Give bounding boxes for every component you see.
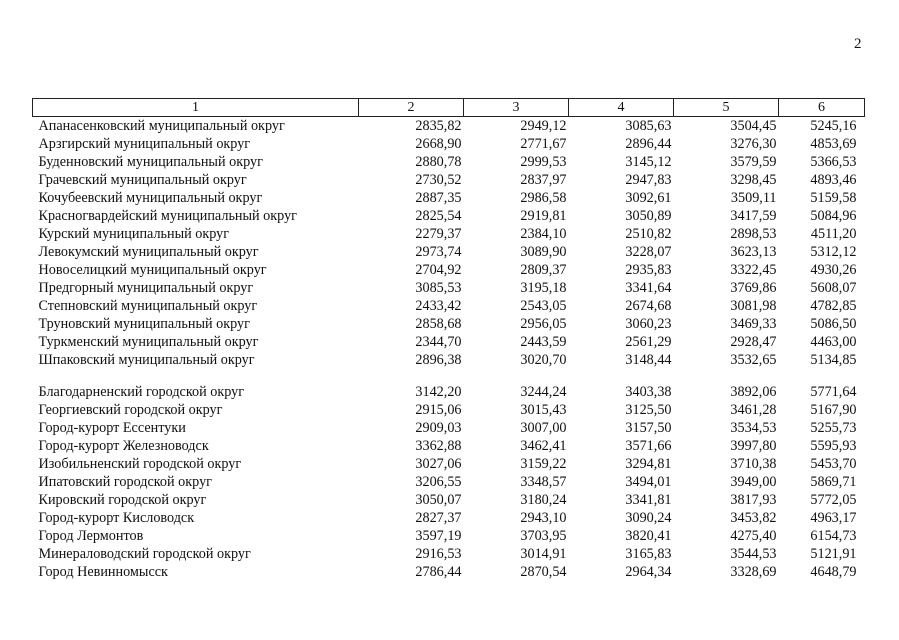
value-cell-col-4: 3148,44 <box>625 352 672 368</box>
value-cell-col-6: 5167,90 <box>810 402 857 418</box>
value-cell-col-6: 5608,07 <box>810 280 857 296</box>
value-cell-col-6: 5771,64 <box>810 384 857 400</box>
value-cell-col-3: 3020,70 <box>520 352 567 368</box>
value-cell-col-6: 5086,50 <box>810 316 857 332</box>
value-cell-col-3: 2949,12 <box>520 118 567 134</box>
value-cell-col-5: 3817,93 <box>730 492 777 508</box>
value-cell-col-3: 3244,24 <box>520 384 567 400</box>
row-label: Кочубеевский муниципальный округ <box>38 190 263 206</box>
value-cell-col-3: 3462,41 <box>520 438 567 454</box>
city-row <box>33 509 865 527</box>
value-cell-col-4: 3294,81 <box>625 456 672 472</box>
row-label: Предгорный муниципальный округ <box>38 280 254 296</box>
value-cell-col-4: 2561,29 <box>625 334 672 350</box>
column-header-2: 2 <box>359 99 464 117</box>
value-cell-col-6: 5869,71 <box>810 474 857 490</box>
city-row <box>33 563 865 581</box>
value-cell-col-6: 5121,91 <box>810 546 857 562</box>
value-cell-col-2: 2344,70 <box>415 334 462 350</box>
row-label: Грачевский муниципальный округ <box>38 172 247 188</box>
row-label: Город Лермонтов <box>38 528 144 544</box>
value-cell-col-5: 3417,59 <box>730 208 777 224</box>
value-cell-col-2: 2786,44 <box>415 564 462 580</box>
value-cell-col-5: 4275,40 <box>730 528 777 544</box>
value-cell-col-4: 3403,38 <box>625 384 672 400</box>
value-cell-col-2: 2887,35 <box>415 190 462 206</box>
value-cell-col-5: 3298,45 <box>730 172 777 188</box>
value-cell-col-4: 3571,66 <box>625 438 672 454</box>
city-row <box>33 491 865 509</box>
value-cell-col-3: 3014,91 <box>520 546 567 562</box>
value-cell-col-6: 5453,70 <box>810 456 857 472</box>
data-table <box>32 98 865 581</box>
value-cell-col-5: 3276,30 <box>730 136 777 152</box>
row-label: Изобильненский городской округ <box>38 456 242 472</box>
municipal-row <box>33 315 865 333</box>
value-cell-col-4: 3090,24 <box>625 510 672 526</box>
column-header-4: 4 <box>569 99 674 117</box>
separator-cell <box>33 369 865 383</box>
value-cell-col-6: 5772,05 <box>810 492 857 508</box>
municipal-row <box>33 171 865 189</box>
value-cell-col-2: 2730,52 <box>415 172 462 188</box>
value-cell-col-4: 3820,41 <box>625 528 672 544</box>
value-cell-col-3: 2986,58 <box>520 190 567 206</box>
value-cell-col-6: 4463,00 <box>810 334 857 350</box>
value-cell-col-5: 2928,47 <box>730 334 777 350</box>
value-cell-col-2: 2915,06 <box>415 402 462 418</box>
value-cell-col-5: 3892,06 <box>730 384 777 400</box>
municipal-row <box>33 207 865 225</box>
value-cell-col-3: 2443,59 <box>520 334 567 350</box>
row-label: Новоселицкий муниципальный округ <box>38 262 267 278</box>
row-label: Степновский муниципальный округ <box>38 298 258 314</box>
row-label: Город-курорт Ессентуки <box>38 420 186 436</box>
city-row <box>33 545 865 563</box>
value-cell-col-5: 3579,59 <box>730 154 777 170</box>
value-cell-col-3: 2837,97 <box>520 172 567 188</box>
value-cell-col-2: 2916,53 <box>415 546 462 562</box>
value-cell-col-4: 3145,12 <box>625 154 672 170</box>
value-cell-col-4: 3341,64 <box>625 280 672 296</box>
value-cell-col-5: 3469,33 <box>730 316 777 332</box>
city-row <box>33 401 865 419</box>
municipal-row <box>33 189 865 207</box>
header-row <box>33 99 865 117</box>
row-label: Курский муниципальный округ <box>38 226 230 242</box>
value-cell-col-5: 3949,00 <box>730 474 777 490</box>
value-cell-col-6: 4648,79 <box>810 564 857 580</box>
value-cell-col-2: 2279,37 <box>415 226 462 242</box>
row-label: Апанасенковский муниципальный округ <box>38 118 285 134</box>
municipal-row <box>33 351 865 369</box>
value-cell-col-5: 3544,53 <box>730 546 777 562</box>
value-cell-col-6: 5366,53 <box>810 154 857 170</box>
value-cell-col-3: 3180,24 <box>520 492 567 508</box>
value-cell-col-2: 3050,07 <box>415 492 462 508</box>
municipal-row <box>33 333 865 351</box>
city-row <box>33 383 865 401</box>
value-cell-col-6: 5595,93 <box>810 438 857 454</box>
value-cell-col-2: 2827,37 <box>415 510 462 526</box>
value-cell-col-6: 4893,46 <box>810 172 857 188</box>
value-cell-col-5: 2898,53 <box>730 226 777 242</box>
value-cell-col-6: 5159,58 <box>810 190 857 206</box>
value-cell-col-5: 3453,82 <box>730 510 777 526</box>
value-cell-col-4: 3092,61 <box>625 190 672 206</box>
value-cell-col-6: 5255,73 <box>810 420 857 436</box>
value-cell-col-3: 3348,57 <box>520 474 567 490</box>
value-cell-col-4: 2896,44 <box>625 136 672 152</box>
value-cell-col-4: 3125,50 <box>625 402 672 418</box>
municipal-row <box>33 279 865 297</box>
municipal-row <box>33 243 865 261</box>
value-cell-col-3: 3089,90 <box>520 244 567 260</box>
row-label: Город-курорт Кисловодск <box>38 510 195 526</box>
value-cell-col-2: 2880,78 <box>415 154 462 170</box>
row-label: Георгиевский городской округ <box>38 402 223 418</box>
municipal-row <box>33 261 865 279</box>
row-label: Благодарненский городской округ <box>38 384 245 400</box>
value-cell-col-5: 3623,13 <box>730 244 777 260</box>
value-cell-col-2: 2668,90 <box>415 136 462 152</box>
value-cell-col-4: 3165,83 <box>625 546 672 562</box>
value-cell-col-4: 2947,83 <box>625 172 672 188</box>
value-cell-col-2: 2825,54 <box>415 208 462 224</box>
value-cell-col-3: 3015,43 <box>520 402 567 418</box>
city-row <box>33 437 865 455</box>
value-cell-col-2: 3597,19 <box>415 528 462 544</box>
value-cell-col-2: 2909,03 <box>415 420 462 436</box>
row-label: Арзгирский муниципальный округ <box>38 136 251 152</box>
city-row <box>33 473 865 491</box>
value-cell-col-4: 3494,01 <box>625 474 672 490</box>
value-cell-col-2: 3142,20 <box>415 384 462 400</box>
value-cell-col-4: 3060,23 <box>625 316 672 332</box>
value-cell-col-6: 5312,12 <box>810 244 857 260</box>
value-cell-col-5: 3769,86 <box>730 280 777 296</box>
value-cell-col-2: 2973,74 <box>415 244 462 260</box>
value-cell-col-3: 2919,81 <box>520 208 567 224</box>
row-label: Шпаковский муниципальный округ <box>38 352 255 368</box>
value-cell-col-5: 3328,69 <box>730 564 777 580</box>
data-table-container <box>32 98 864 581</box>
row-label: Туркменский муниципальный округ <box>38 334 259 350</box>
value-cell-col-5: 3532,65 <box>730 352 777 368</box>
value-cell-col-4: 3228,07 <box>625 244 672 260</box>
table-header <box>33 99 865 117</box>
row-label: Минераловодский городской округ <box>38 546 251 562</box>
value-cell-col-3: 3159,22 <box>520 456 567 472</box>
city-row <box>33 527 865 545</box>
city-row <box>33 455 865 473</box>
value-cell-col-2: 3027,06 <box>415 456 462 472</box>
row-label: Кировский городской округ <box>38 492 207 508</box>
column-header-6: 6 <box>779 99 865 117</box>
group-separator <box>33 369 865 383</box>
value-cell-col-5: 3461,28 <box>730 402 777 418</box>
value-cell-col-2: 2858,68 <box>415 316 462 332</box>
value-cell-col-5: 3509,11 <box>730 190 777 206</box>
row-label: Труновский муниципальный округ <box>38 316 250 332</box>
table-body <box>33 117 865 582</box>
value-cell-col-3: 2999,53 <box>520 154 567 170</box>
value-cell-col-5: 3081,98 <box>730 298 777 314</box>
value-cell-col-2: 2896,38 <box>415 352 462 368</box>
value-cell-col-3: 2543,05 <box>520 298 567 314</box>
value-cell-col-5: 3504,45 <box>730 118 777 134</box>
value-cell-col-5: 3534,53 <box>730 420 777 436</box>
value-cell-col-5: 3997,80 <box>730 438 777 454</box>
value-cell-col-2: 2835,82 <box>415 118 462 134</box>
value-cell-col-6: 5245,16 <box>810 118 857 134</box>
value-cell-col-5: 3710,38 <box>730 456 777 472</box>
row-label: Город-курорт Железноводск <box>38 438 209 454</box>
value-cell-col-6: 5084,96 <box>810 208 857 224</box>
value-cell-col-3: 3195,18 <box>520 280 567 296</box>
value-cell-col-6: 6154,73 <box>810 528 857 544</box>
value-cell-col-6: 4853,69 <box>810 136 857 152</box>
value-cell-col-4: 3341,81 <box>625 492 672 508</box>
column-header-3: 3 <box>464 99 569 117</box>
row-label: Левокумский муниципальный округ <box>38 244 259 260</box>
row-label: Красногвардейский муниципальный округ <box>38 208 297 224</box>
value-cell-col-4: 3050,89 <box>625 208 672 224</box>
value-cell-col-4: 2964,34 <box>625 564 672 580</box>
value-cell-col-3: 2384,10 <box>520 226 567 242</box>
municipal-row <box>33 225 865 243</box>
value-cell-col-5: 3322,45 <box>730 262 777 278</box>
column-header-1: 1 <box>33 99 359 117</box>
value-cell-col-4: 2510,82 <box>625 226 672 242</box>
value-cell-col-4: 2935,83 <box>625 262 672 278</box>
value-cell-col-2: 3085,53 <box>415 280 462 296</box>
value-cell-col-3: 3007,00 <box>520 420 567 436</box>
value-cell-col-2: 2433,42 <box>415 298 462 314</box>
municipal-row <box>33 135 865 153</box>
value-cell-col-6: 4782,85 <box>810 298 857 314</box>
value-cell-col-4: 3157,50 <box>625 420 672 436</box>
value-cell-col-3: 2771,67 <box>520 136 567 152</box>
page-number: 2 <box>854 36 862 52</box>
value-cell-col-3: 2809,37 <box>520 262 567 278</box>
row-label: Город Невинномысск <box>38 564 168 580</box>
value-cell-col-6: 4930,26 <box>810 262 857 278</box>
value-cell-col-4: 2674,68 <box>625 298 672 314</box>
municipal-row <box>33 117 865 136</box>
row-label: Буденновский муниципальный округ <box>38 154 263 170</box>
value-cell-col-2: 3206,55 <box>415 474 462 490</box>
city-row <box>33 419 865 437</box>
value-cell-col-6: 5134,85 <box>810 352 857 368</box>
value-cell-col-6: 4963,17 <box>810 510 857 526</box>
value-cell-col-6: 4511,20 <box>810 226 857 242</box>
value-cell-col-2: 2704,92 <box>415 262 462 278</box>
municipal-row <box>33 297 865 315</box>
municipal-row <box>33 153 865 171</box>
column-header-5: 5 <box>674 99 779 117</box>
value-cell-col-2: 3362,88 <box>415 438 462 454</box>
value-cell-col-3: 2943,10 <box>520 510 567 526</box>
value-cell-col-3: 2870,54 <box>520 564 567 580</box>
value-cell-col-4: 3085,63 <box>625 118 672 134</box>
value-cell-col-3: 2956,05 <box>520 316 567 332</box>
value-cell-col-3: 3703,95 <box>520 528 567 544</box>
row-label: Ипатовский городской округ <box>38 474 212 490</box>
